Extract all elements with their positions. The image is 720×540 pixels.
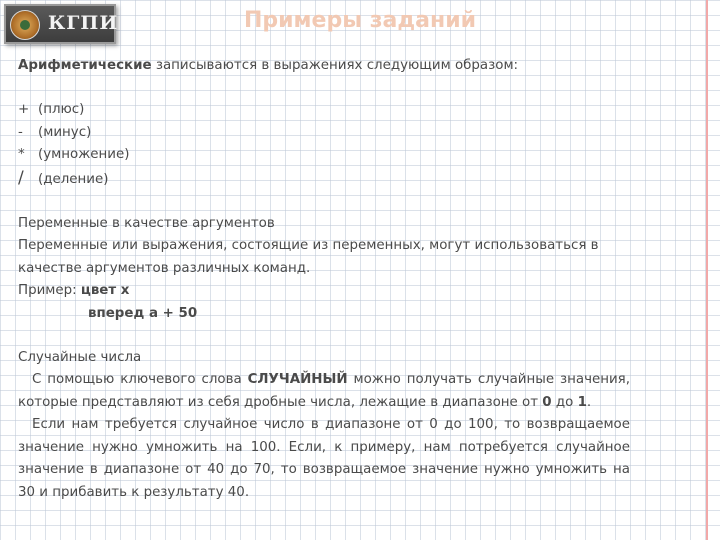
random-p1-zero: 0 bbox=[542, 394, 552, 410]
operator-item-multiply bbox=[18, 144, 630, 166]
variables-text: Переменные или выражения, состоящие из переменных, могут использоваться в качестве аргументов различных команд. bbox=[18, 238, 599, 276]
random-heading: Случайные числа bbox=[18, 350, 142, 366]
operator-label: (плюс) bbox=[38, 102, 85, 118]
random-p1-and: до bbox=[551, 394, 578, 410]
logo-text: КГПИ bbox=[48, 12, 119, 34]
example-code-2: вперед а + 50 bbox=[88, 305, 198, 321]
example-label: Пример: bbox=[18, 283, 81, 299]
operator-label: (деление) bbox=[38, 171, 109, 187]
random-keyword: СЛУЧАЙНЫЙ bbox=[247, 372, 348, 388]
operator-item-minus bbox=[18, 122, 630, 144]
intro-bold: Арифметические bbox=[18, 58, 152, 73]
intro-rest: записываются в выражениях следующим образом: bbox=[151, 58, 519, 73]
notebook-margin-line bbox=[706, 0, 708, 540]
operator-label: (умножение) bbox=[38, 147, 130, 163]
random-p1-one: 1 bbox=[577, 394, 587, 410]
example-code-1: цвет х bbox=[80, 283, 130, 299]
operator-symbol: + bbox=[18, 102, 30, 118]
random-p1-text-b: можно получать случайные значения, которые представляют из себя дробные числа, лежащие в диапазоне от bbox=[18, 372, 630, 410]
operator-label: (минус) bbox=[38, 124, 92, 140]
example-line-1 bbox=[18, 280, 630, 302]
random-p1-text-a: С помощью ключевого слова bbox=[32, 372, 248, 388]
random-paragraph-2: Если нам требуется случайное число в диапазоне от 0 до 100, то возвращаемое значение нужно умножить на 100. Если, к примеру, нам потребуется случайное значение в диапазоне от 40 до 70, то возвращаемое значение нужно умножить на 30 и прибавить к результату 40. bbox=[18, 417, 630, 500]
page-title: Примеры заданий bbox=[243, 8, 477, 33]
slide-body bbox=[18, 55, 630, 504]
intro-line bbox=[18, 55, 630, 77]
operator-symbol: * bbox=[18, 147, 25, 163]
random-paragraph-1 bbox=[18, 369, 630, 414]
operator-item-divide bbox=[18, 167, 630, 191]
operator-symbol: - bbox=[18, 124, 23, 140]
random-p1-end: . bbox=[586, 394, 592, 410]
variables-heading: Переменные в качестве аргументов bbox=[18, 216, 275, 232]
operator-item-plus bbox=[18, 99, 630, 121]
logo-emblem-icon bbox=[10, 10, 40, 40]
operator-symbol: / bbox=[18, 167, 24, 188]
logo bbox=[4, 4, 119, 44]
